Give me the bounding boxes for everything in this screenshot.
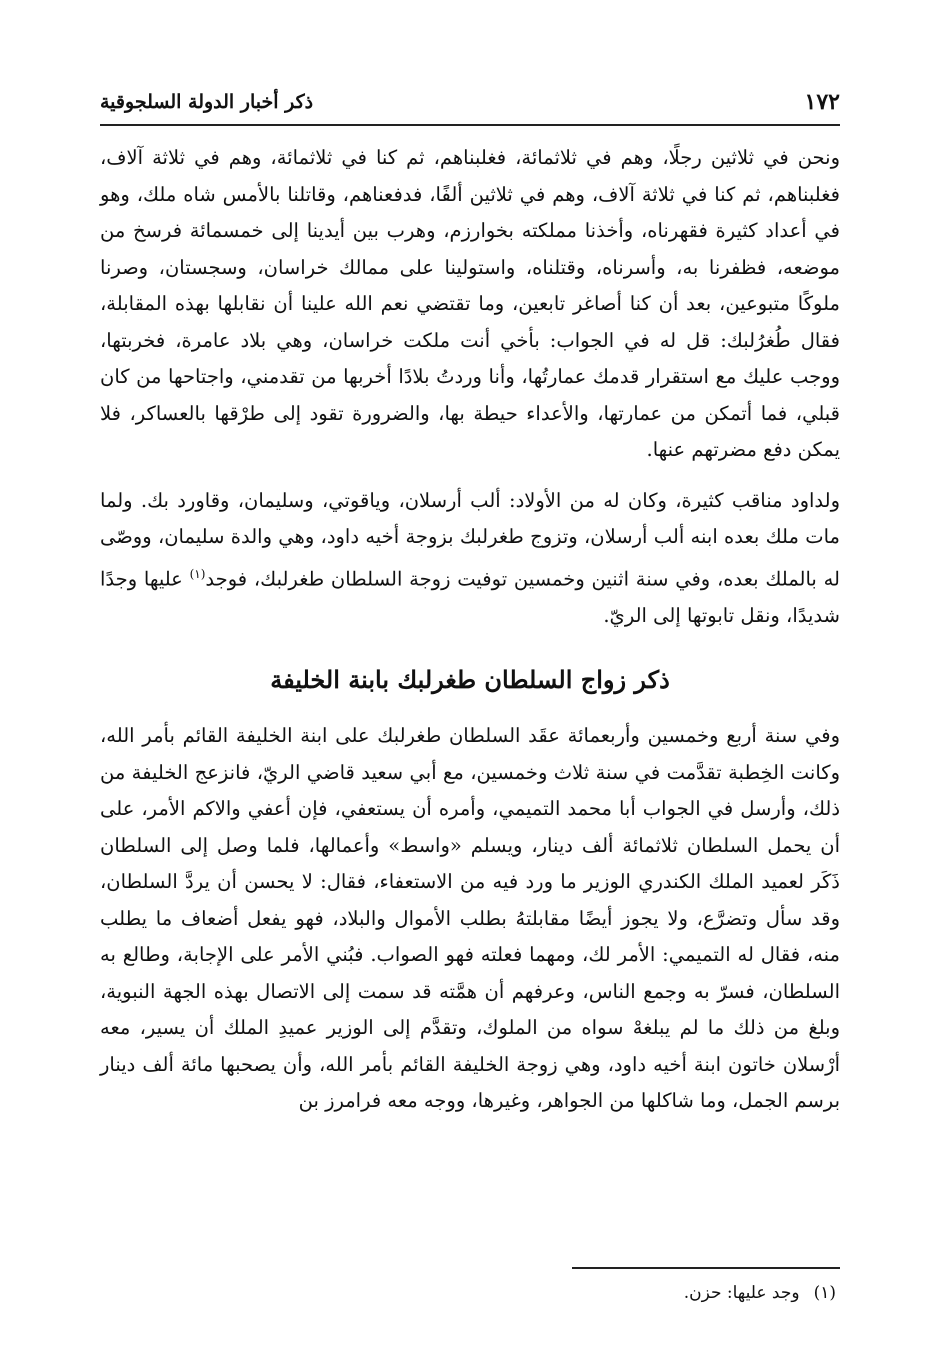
paragraph-dawud-sons xyxy=(100,483,840,635)
paragraph-marriage: وفي سنة أربع وخمسين وأربعمائة عقَد السلطان طغرلبك على ابنة الخليفة القائم بأمر الله، وكانت الخِطبة تقدَّمت في سنة ثلاث وخمسين، مع أبي سعيد قاضي الريّ، فانزعج الخليفة من ذلك، وأرسل في الجواب أبا محمد التميمي، وأمره أن يستعفي، فإن أعفي والاكم الأمر، على أن يحمل السلطان ثلاثمائة ألف دينار، ويسلم «واسط» وأعمالها، فلما وصل إلى السلطان ذَكَر لعميد الملك الكندري الوزير ما ورد فيه من الاستعفاء، فقال: لا يحسن أن يردَّ السلطان، وقد سأل وتضرَّع، ولا يجوز أيضًا مقابلتهُ بطلب الأموال والبلاد، فهو يفعل أضعاف ما يطلب منه، فقال له التميمي: الأمر لك، ومهما فعلته فهو الصواب. فبُني الأمر على الإجابة، وطالع به السلطان، فسرّ به وجمع الناس، وعرفهم أن همَّته قد سمت إلى الاتصال بهذه الجهة النبوية، وبلغ من ذلك ما لم يبلغهْ سواه من الملوك، وتقدَّم إلى الوزير عميدِ الملك أن يسير، معه أرْسلان خاتون ابنة أخيه داود، وهي زوجة الخليفة القائم بأمر الله، وأن يصحبها مائة ألف دينار برسم الجمل، وما شاكلها من الجواهر، وغيرها، ووجه معه فرامرز بن xyxy=(100,724,840,1112)
footnotes xyxy=(100,1278,836,1308)
page-number: ١٧٢ xyxy=(804,89,840,115)
footnote-separator xyxy=(572,1267,840,1269)
running-title: ذكر أخبار الدولة السلجوقية xyxy=(100,91,314,113)
body-text xyxy=(100,140,840,1120)
paragraph-text: ولداود مناقب كثيرة، وكان له من الأولاد: ألب أرسلان، وياقوتي، وسليمان، وقاورد بك. ولما مات ملك بعده ابنه ألب أرسلان، وتزوج طغرلبك بزوجة أخيه داود، وهي والدة سليمان، ووصّى له بالملك بعده، وفي سنة اثنين وخمسين توفيت زوجة السلطان طغرلبك، فوجد xyxy=(100,488,840,590)
paragraph-battle-reply: ونحن في ثلاثين رجلًا، وهم في ثلاثمائة، فغلبناهم، ثم كنا في ثلاثمائة، وهم في ثلاثة آلاف، فغلبناهم، ثم كنا في ثلاثة آلاف، وهم في ثلاثين ألفًا، فدفعناهم، وقاتلنا بالأمس شاه ملك، وهو في أعداد كثيرة فقهرناه، وأخذنا مملكته بخوارزم، وهرب بين أيدينا إلى خمسمائة فرسخ من موضعه، فظفرنا به، وأسرناه، وقتلناه، واستولينا على ممالك خراسان، وسجستان، وصرنا ملوكًا متبوعين، بعد أن كنا أصاغر تابعين، وما تقتضي نعم الله علينا أن نقابلها بهذه المقابلة، فقال طُغرُلبك: قل له في الجواب: بأخي أنت ملكت خراسان، وهي بلاد عامرة، فخربتها، ووجب عليك مع استقرار قدمك عمارتُها، وأنا وردتُ بلادًا أخربها من تقدمني، واجتاحها من كان قبلي، فما أتمكن من عمارتها، والأعداء حيطة بها، والضرورة تقود إلى طرْقها بالعساكر، فلا يمكن دفع مضرتهم عنها. xyxy=(100,146,840,461)
footnote-number: (١) xyxy=(813,1283,836,1303)
running-header xyxy=(100,80,840,126)
footnote-reference[interactable]: (١) xyxy=(189,566,206,581)
footnote-text: وجد عليها: حزن. xyxy=(683,1283,800,1303)
section-heading: ذكر زواج السلطان طغرلبك بابنة الخليفة xyxy=(270,665,670,694)
footnote-item xyxy=(100,1278,836,1308)
paragraph-text: عليها وجدًا شديدًا، ونقل تابوتها إلى الريّ. xyxy=(100,567,840,627)
